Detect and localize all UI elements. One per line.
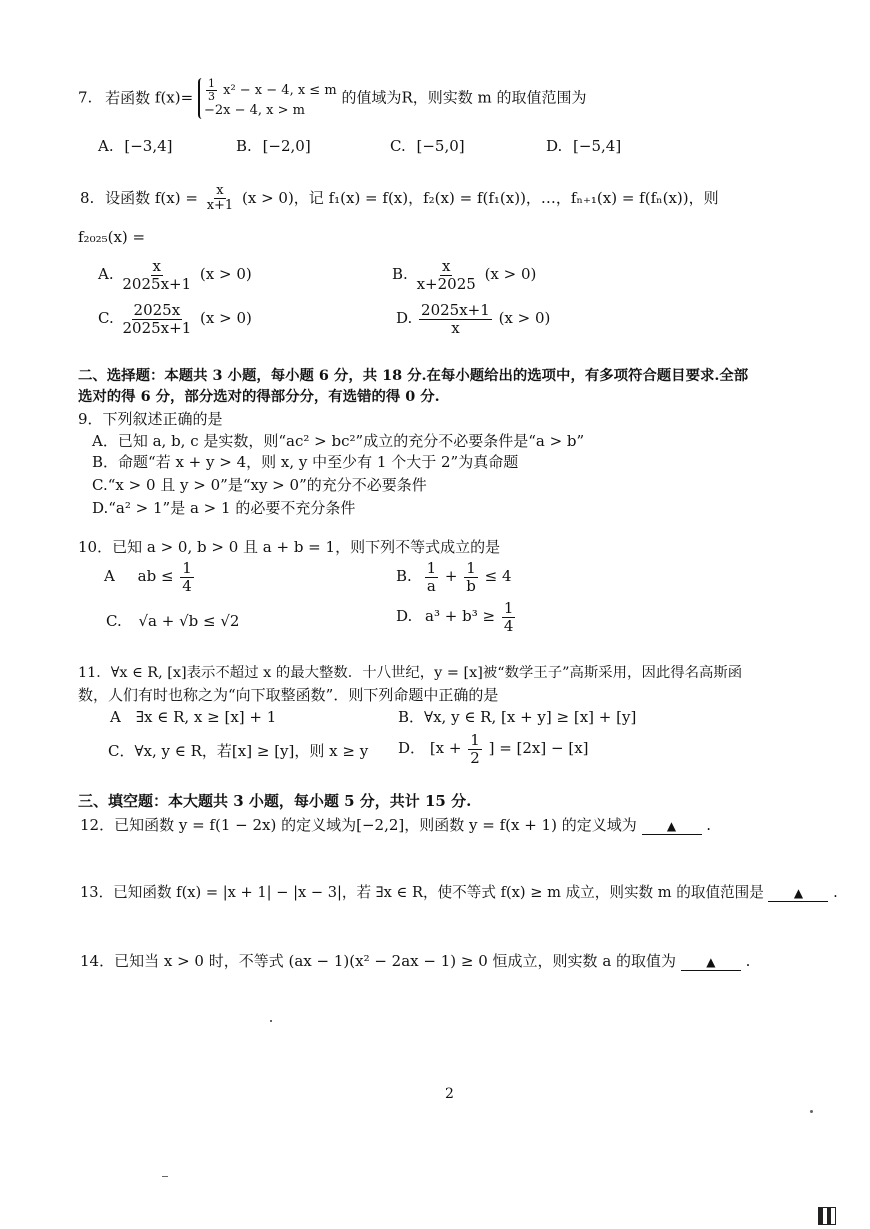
q9-option-c: C.“x > 0 且 y > 0”是“xy > 0”的充分不必要条件 bbox=[92, 476, 427, 494]
q8-frac: $\frac{x}{x+1}$ bbox=[206, 183, 234, 214]
q7-piece2: −2x − 4, x > m bbox=[203, 103, 305, 119]
q7-piecewise bbox=[198, 78, 337, 119]
scan-speck bbox=[810, 1110, 813, 1113]
q10-option-a: A ab ≤ $\frac{1}{4}$ bbox=[104, 559, 192, 595]
q7-option-c: C. [−5,0] bbox=[390, 137, 465, 155]
q7-pre: 若函数 bbox=[105, 88, 151, 107]
q11-option-b: B．∀x, y ∈ R, [x + y] ≥ [x] + [y] bbox=[398, 708, 637, 726]
q7-frac1: $\frac{1}{3}$ bbox=[207, 77, 215, 104]
q10-option-d: D. a³ + b³ ≥ $\frac{1}{4}$ bbox=[396, 599, 514, 635]
q7-func: f(x)= bbox=[154, 88, 194, 107]
section2-line2: 选对的得 6 分，部分选对的得部分分，有选错的得 0 分. bbox=[78, 388, 440, 405]
q8-option-a: A. $\frac{x}{2025x+1}$ (x > 0) bbox=[98, 257, 252, 293]
q11-line2: 数，人们有时也称之为“向下取整函数”．则下列命题中正确的是 bbox=[78, 686, 499, 704]
section2-line1: 二、选择题：本题共 3 小题，每小题 6 分，共 18 分.在每小题给出的选项中，有多项符合题目要求.全部 bbox=[78, 367, 749, 384]
q8-stem: 8. 设函数 f(x) = $\frac{x}{x+1}$ (x > 0)，记 f₁(x) = f(x)，f₂(x) = f(f₁(x))，…，fₙ₊₁(x) = f(fₙ(x))，则 bbox=[80, 183, 719, 214]
q11-line1: 11．∀x ∈ R, [x]表示不超过 x 的最大整数．十八世纪，y = [x]被“数学王子”高斯采用，因此得名高斯函 bbox=[78, 665, 743, 681]
q11-option-c: C．∀x, y ∈ R，若[x] ≥ [y]，则 x ≥ y bbox=[108, 742, 369, 760]
q8-option-b: B. $\frac{x}{x+2025}$ (x > 0) bbox=[392, 257, 537, 293]
q8-option-d: D. $\frac{2025x+1}{x}$ (x > 0) bbox=[396, 301, 551, 337]
q9-option-a: A．已知 a, b, c 是实数，则“ac² > bc²”成立的充分不必要条件是“a > b” bbox=[92, 432, 585, 450]
q12-answer-blank[interactable]: ▲ bbox=[642, 819, 702, 835]
scan-speck bbox=[162, 1176, 168, 1177]
q12-stem: 12．已知函数 y = f(1 − 2x) 的定义域为[−2,2]，则函数 y = f(x + 1) 的定义域为 ▲ . bbox=[80, 816, 712, 834]
q11-option-d: D． [x + $\frac{1}{2}$ ] = [2x] − [x] bbox=[398, 731, 589, 767]
page-number: 2 bbox=[445, 1086, 454, 1102]
q10-stem: 10．已知 a > 0, b > 0 且 a + b = 1，则下列不等式成立的是 bbox=[78, 538, 501, 556]
q14-answer-blank[interactable]: ▲ bbox=[681, 955, 741, 971]
q7-option-d: D. [−5,4] bbox=[546, 137, 622, 155]
qr-code-icon bbox=[818, 1207, 836, 1225]
q7-stem bbox=[78, 78, 587, 119]
q14-stem: 14．已知当 x > 0 时，不等式 (ax − 1)(x² − 2ax − 1) ≥ 0 恒成立，则实数 a 的取值为 ▲ . bbox=[80, 952, 751, 970]
q7-number: 7. bbox=[78, 88, 93, 107]
scan-speck bbox=[270, 1020, 272, 1022]
q8-option-c: C. $\frac{2025x}{2025x+1}$ (x > 0) bbox=[98, 301, 252, 337]
q7-option-a: A. [−3,4] bbox=[98, 137, 173, 155]
q10-option-b: B. $\frac{1}{a}$ + $\frac{1}{b}$ ≤ 4 bbox=[396, 559, 512, 595]
q11-option-a: A ∃x ∈ R, x ≥ [x] + 1 bbox=[110, 708, 277, 726]
q8-line2: f₂₀₂₅(x) = bbox=[78, 228, 146, 246]
section3-header: 三、填空题：本大题共 3 小题，每小题 5 分，共计 15 分. bbox=[78, 792, 472, 810]
q13-stem: 13．已知函数 f(x) = |x + 1| − |x − 3|，若 ∃x ∈ R，使不等式 f(x) ≥ m 成立，则实数 m 的取值范围是 ▲ . bbox=[80, 884, 838, 901]
q7-option-b: B. [−2,0] bbox=[236, 137, 311, 155]
q9-stem: 9．下列叙述正确的是 bbox=[78, 410, 223, 428]
q7-post: 的值域为R，则实数 m 的取值范围为 bbox=[341, 88, 587, 107]
q10-option-c: C. √a + √b ≤ √2 bbox=[106, 612, 240, 630]
q9-option-d: D.“a² > 1”是 a > 1 的必要不充分条件 bbox=[92, 499, 356, 517]
q7-piece1: $\frac{1}{3}$ x² − x − 4, x ≤ m bbox=[207, 77, 337, 104]
q9-option-b: B．命题“若 x + y > 4，则 x, y 中至少有 1 个大于 2”为真命题 bbox=[92, 453, 519, 471]
q13-answer-blank[interactable]: ▲ bbox=[768, 886, 828, 902]
